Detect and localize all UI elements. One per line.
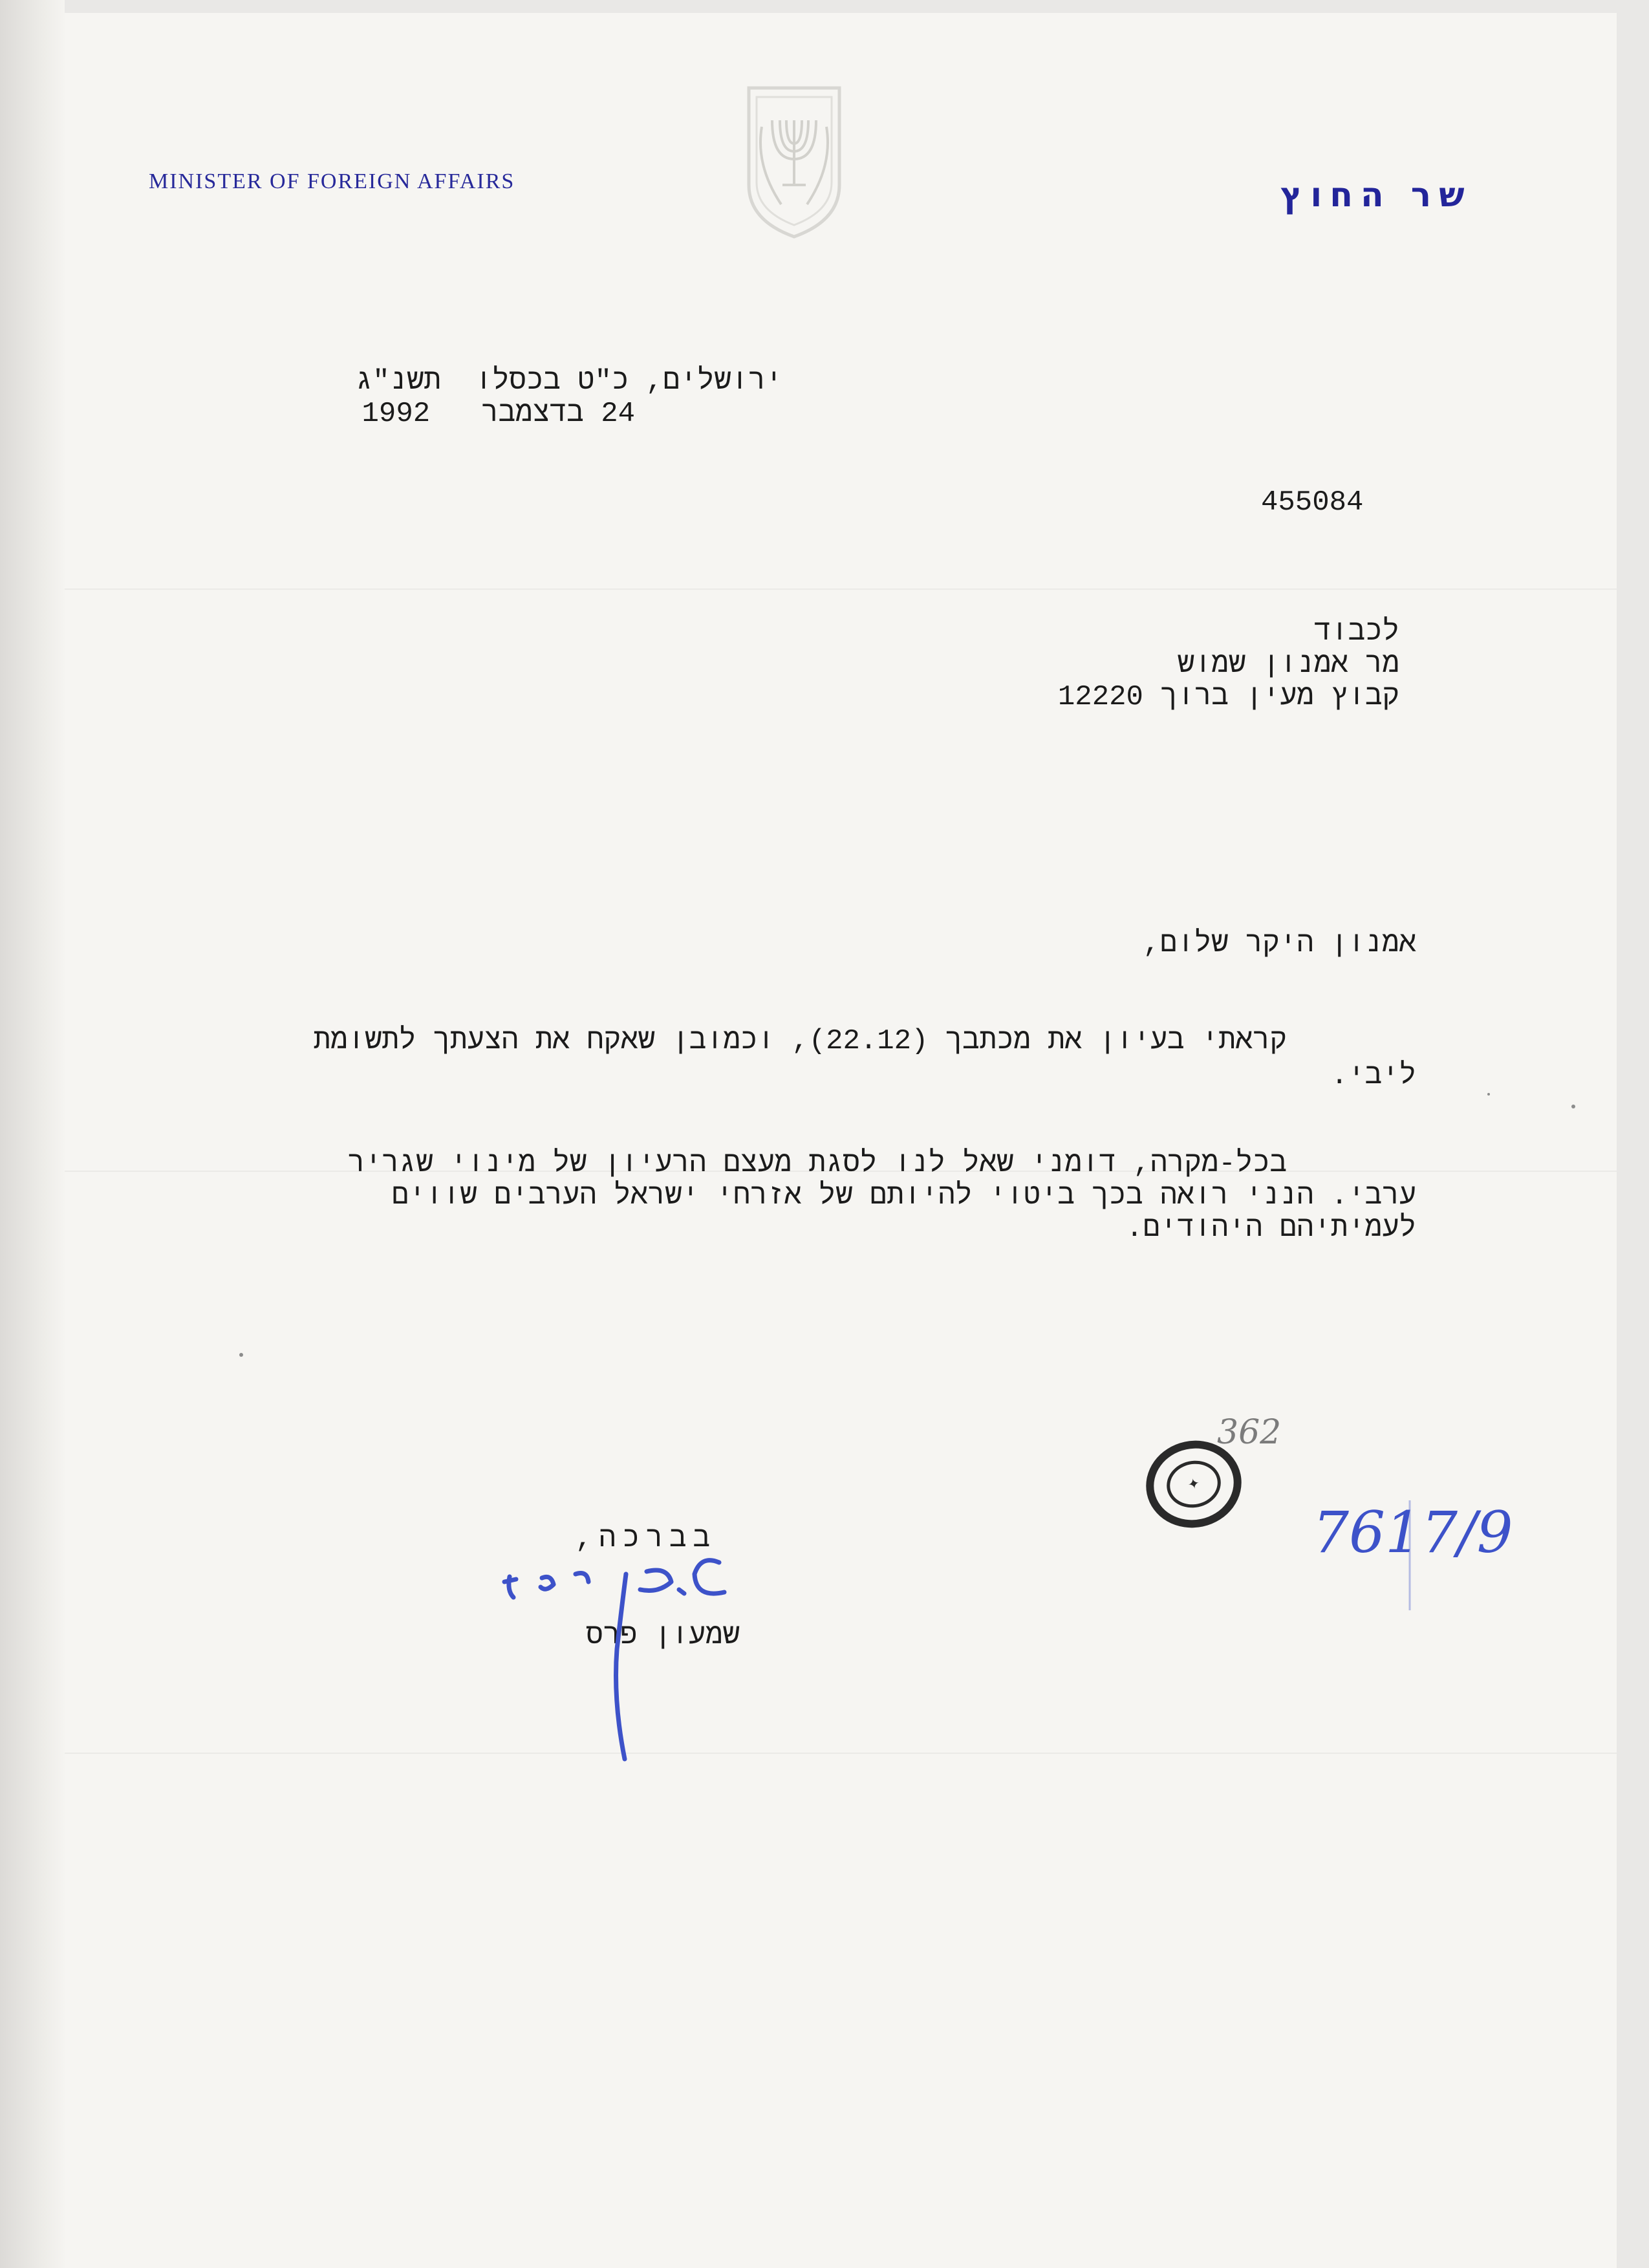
paper-fold-line [65,589,1617,590]
paper-fold-line [65,1753,1617,1754]
scan-speck [1571,1105,1575,1108]
body-paragraph-2-line-1: בכל-מקרה, דומני שאל לנו לסגת מעצם הרעיון של מינוי שגריר [347,1148,1287,1180]
recipient-salutation: לכבוד [1313,616,1399,649]
stamp-icon: ✦ [1186,1474,1202,1494]
pencil-annotation-number [1211,1410,1308,1455]
signer-name: שמעון פרס [586,1620,740,1652]
reference-number: 455084 [1261,486,1364,519]
state-emblem-embossed-icon [742,81,846,243]
scan-edge [0,0,65,2268]
letter-sheet [65,13,1617,2268]
scan-speck [239,1353,243,1357]
body-paragraph-2-line-3: לעמיתיהם היהודים. [1126,1213,1416,1245]
body-paragraph-2-line-2: ערבי. הנני רואה בכך ביטוי להיותם של אזרחי ישראל הערבים שווים [391,1180,1416,1213]
hebrew-date: ירושלים, כ"ט בכסלו תשנ"ג [355,365,782,398]
handwritten-signature [479,1552,763,1778]
letterhead-title-hebrew: שר החוץ [1280,176,1472,215]
pencil-number-text: 362 [1217,1413,1282,1452]
letterhead-title-english: MINISTER OF FOREIGN AFFAIRS [149,169,515,193]
archive-stamp-inner-ring [1162,1456,1225,1513]
closing-regards: בברכה, [575,1523,717,1555]
scan-speck [1487,1093,1490,1096]
body-paragraph-1-line-1: קראתי בעיון את מכתבך (22.12), וכמובן שאקח את הצעתך לתשומת [313,1025,1287,1057]
handwritten-file-number [1313,1481,1513,1636]
body-paragraph-1-line-2: ליבי. [1330,1060,1416,1092]
gregorian-date: 24 בדצמבר 1992 [361,398,635,430]
greeting: אמנון היקר שלום, [1143,928,1416,960]
recipient-name: מר אמנון שמוש [1177,649,1399,681]
recipient-address: קבוץ מעין ברוך 12220 [1057,681,1399,713]
file-number-text: 7617/9 [1313,1499,1513,1566]
